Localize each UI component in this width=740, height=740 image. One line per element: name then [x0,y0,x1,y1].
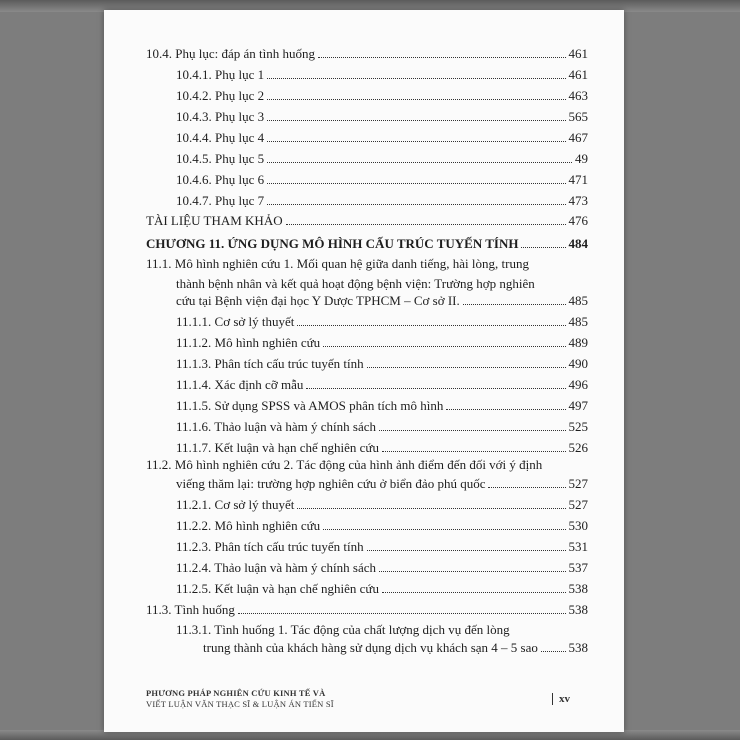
toc-entry-title: 11.1.7. Kết luận và hạn chế nghiên cứu [176,440,379,455]
toc-entry-title: CHƯƠNG 11. ỨNG DỤNG MÔ HÌNH CẤU TRÚC TUYẾN TÍNH [146,236,519,251]
toc-entry-chapter [146,236,588,252]
dot-leader [306,387,565,389]
toc-entry-page: 461 [568,67,588,82]
dot-leader [488,486,565,488]
toc-section-11-1-line-1: 11.1. Mô hình nghiên cứu 1. Mối quan hệ giữa danh tiếng, hài lòng, trung [146,256,529,271]
dot-leader [541,650,566,652]
dot-leader [521,246,565,248]
toc-entry-page: 485 [568,314,588,329]
toc-entry-title: 11.2.3. Phân tích cấu trúc tuyến tính [176,539,364,554]
dot-leader [367,366,566,368]
toc-entry [176,518,588,534]
toc-entry-title: 11.1.5. Sử dụng SPSS và AMOS phân tích mô hình [176,398,444,413]
toc-entry-page: 527 [568,497,588,512]
toc-entry [176,172,588,188]
toc-entry-title: 10.4.1. Phụ lục 1 [176,67,265,82]
toc-entry-page: 484 [568,236,588,251]
dot-leader [367,549,566,551]
toc-entry-page: 490 [568,356,588,371]
toc-entry-title: 10.4.7. Phụ lục 7 [176,193,265,208]
toc-entry [176,539,588,555]
toc-entry-page: 473 [568,193,588,208]
toc-entry-title: 10.4.3. Phụ lục 3 [176,109,265,124]
toc-entry [176,88,588,104]
toc-entry-page: 537 [568,560,588,575]
toc-entry [176,440,588,456]
dot-leader [267,98,565,100]
toc-entry-title: 11.2.2. Mô hình nghiên cứu [176,518,321,533]
toc-entry-page: 476 [568,213,588,228]
dot-leader [267,140,565,142]
toc-entry-title: 10.4.4. Phụ lục 4 [176,130,265,145]
toc-entry-page: 526 [568,440,588,455]
toc-entry-title: cứu tại Bệnh viện đại học Y Dược TPHCM – Cơ sở II. [176,293,460,308]
table-of-contents [104,10,624,732]
dot-leader [318,56,566,58]
footer-title-line-1: PHƯƠNG PHÁP NGHIÊN CỨU KINH TẾ VÀ [146,688,326,698]
toc-entry-page: 471 [568,172,588,187]
toc-entry-title: 11.2.1. Cơ sở lý thuyết [176,497,295,512]
toc-entry [176,67,588,83]
dot-leader [379,570,565,572]
toc-entry-title: 11.2.4. Thảo luận và hàm ý chính sách [176,560,377,575]
toc-entry-title: 10.4. Phụ lục: đáp án tình huống [146,46,315,61]
toc-entry-title: 11.1.4. Xác định cỡ mẫu [176,377,304,392]
toc-entry-page: 531 [568,539,588,554]
toc-entry [176,193,588,209]
toc-entry-title: 10.4.2. Phụ lục 2 [176,88,265,103]
dot-leader [267,203,565,205]
dot-leader [323,345,565,347]
toc-entry [176,109,588,125]
toc-entry-page: 538 [568,581,588,596]
toc-entry [176,560,588,576]
toc-entry-title: 10.4.5. Phụ lục 5 [176,151,265,166]
toc-entry-title: 11.1.1. Cơ sở lý thuyết [176,314,295,329]
toc-entry-page: 565 [568,109,588,124]
toc-entry-title: 11.1.3. Phân tích cấu trúc tuyến tính [176,356,364,371]
toc-entry [176,151,588,167]
toc-entry [176,398,588,414]
dot-leader [286,223,566,225]
toc-entry-title: 10.4.6. Phụ lục 6 [176,172,265,187]
dot-leader [379,429,565,431]
toc-entry-references [146,213,588,229]
page-number [552,693,570,705]
dot-leader [382,591,566,593]
dot-leader [463,303,566,305]
toc-entry-title: 11.3. Tình huống [146,602,235,617]
toc-entry-11-3-1-line-2 [203,640,588,656]
toc-entry [176,377,588,393]
toc-entry-page: 496 [568,377,588,392]
toc-entry-title: trung thành của khách hàng sử dụng dịch vụ khách sạn 4 – 5 sao [203,640,538,655]
dot-leader [382,450,566,452]
book-page [104,10,624,732]
dot-leader [238,612,566,614]
toc-entry [176,356,588,372]
running-footer [146,688,334,710]
toc-entry-page: 538 [568,602,588,617]
dot-leader [297,324,565,326]
toc-entry-page: 525 [568,419,588,434]
dot-leader [267,77,565,79]
toc-section-11-1-line-3 [176,293,588,309]
toc-entry [176,497,588,513]
toc-entry-title: 11.1.2. Mô hình nghiên cứu [176,335,321,350]
dot-leader [267,161,572,163]
toc-entry-appendix [146,46,588,62]
toc-section-11-2-line-1: 11.2. Mô hình nghiên cứu 2. Tác động của hình ảnh điểm đến đối với ý định [146,457,543,472]
toc-entry-title: 11.1.6. Thảo luận và hàm ý chính sách [176,419,377,434]
dot-leader [267,119,565,121]
toc-entry-page: 527 [568,476,588,491]
toc-entry-page: 467 [568,130,588,145]
toc-section-11-2-line-2 [176,476,588,492]
toc-entry-page: 485 [568,293,588,308]
toc-entry-title: 11.2.5. Kết luận và hạn chế nghiên cứu [176,581,379,596]
toc-entry-page: 463 [568,88,588,103]
footer-title-line-2: VIẾT LUẬN VĂN THẠC SĨ & LUẬN ÁN TIẾN SĨ [146,699,334,709]
toc-entry [176,419,588,435]
toc-entry-title: TÀI LIỆU THAM KHẢO [146,213,283,228]
toc-entry-page: 538 [568,640,588,655]
toc-entry-page: 497 [568,398,588,413]
toc-entry-page: 461 [568,46,588,61]
toc-entry [176,335,588,351]
toc-section-11-3 [146,602,588,618]
dot-leader [323,528,565,530]
toc-entry-title: viếng thăm lại: trường hợp nghiên cứu ở biển đảo phú quốc [176,476,486,491]
toc-entry-11-3-1-line-1: 11.3.1. Tình huống 1. Tác động của chất lượng dịch vụ đến lòng [176,622,510,637]
toc-entry-page: 530 [568,518,588,533]
toc-entry-page: 489 [568,335,588,350]
dot-leader [267,182,565,184]
toc-entry [176,581,588,597]
toc-entry-page: 49 [575,151,588,166]
toc-section-11-1-line-2: thành bệnh nhân và kết quả hoạt động bệnh viện: Trường hợp nghiên [176,276,535,291]
dot-leader [446,408,565,410]
toc-entry [176,314,588,330]
page-number-divider [552,693,553,705]
dot-leader [297,507,565,509]
page-number-text: xv [559,693,570,705]
toc-entry [176,130,588,146]
